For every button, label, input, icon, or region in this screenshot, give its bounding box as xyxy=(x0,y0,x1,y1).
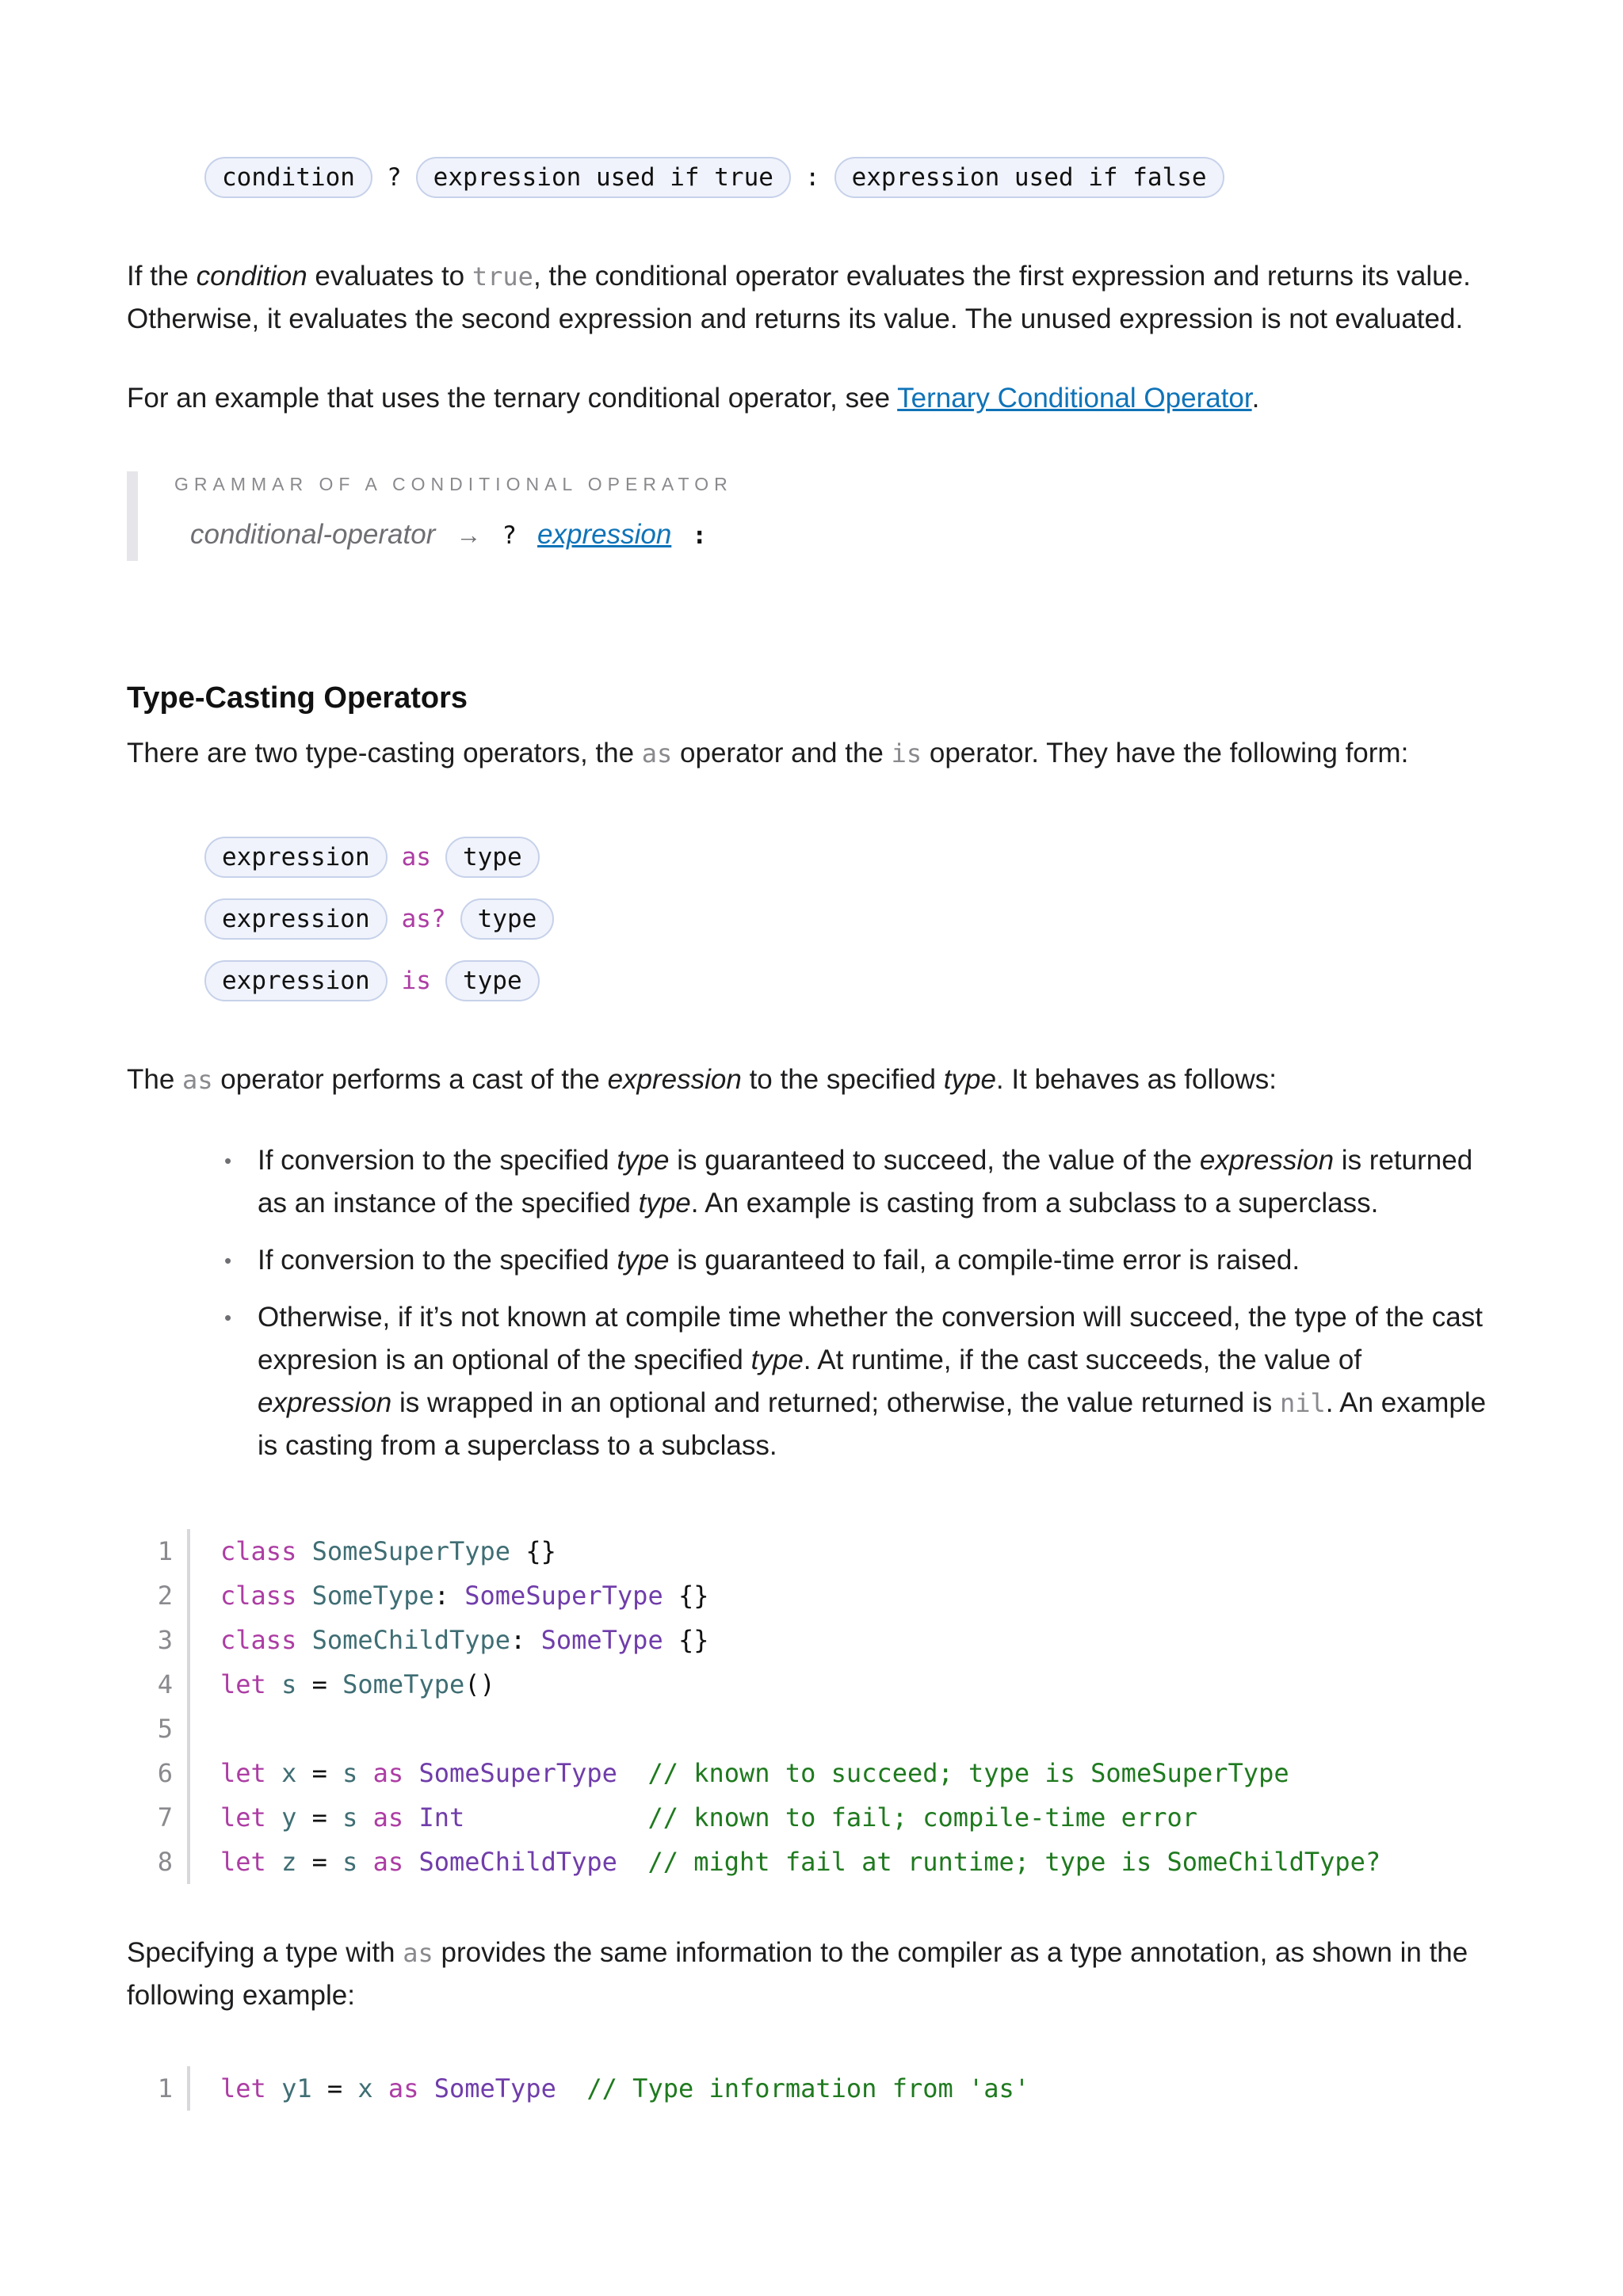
code-is: is xyxy=(891,738,922,769)
text: Specifying a type with xyxy=(127,1937,403,1968)
keyword: as xyxy=(372,1847,404,1877)
type-name: SomeType xyxy=(311,1581,434,1611)
syntax-false-expression: expression used if false xyxy=(834,157,1224,198)
code-as: as xyxy=(182,1065,213,1095)
text: For an example that uses the ternary conditional operator, see xyxy=(127,383,898,414)
code-line xyxy=(109,1529,1381,1573)
form-type: type xyxy=(445,960,540,1001)
text: provides the same information to the compiler as a type annotation, as shown in the following example: xyxy=(127,1937,1468,2011)
paragraph-example-link xyxy=(127,377,1506,420)
line-number: 3 xyxy=(157,1625,173,1655)
gutter xyxy=(187,2066,190,2111)
behavior-list xyxy=(224,1139,1502,1482)
form-operator: is xyxy=(401,967,431,995)
cast-form-as-optional xyxy=(204,897,554,941)
grammar-bar xyxy=(127,471,138,561)
variable: y1 xyxy=(281,2073,312,2103)
term-expression: expression xyxy=(258,1387,392,1418)
syntax-condition: condition xyxy=(204,157,372,198)
variable: s xyxy=(342,1758,358,1788)
grammar-rule xyxy=(190,519,707,551)
type-name: SomeChildType xyxy=(311,1625,511,1655)
code-true: true xyxy=(472,261,533,292)
arrow-icon: → xyxy=(456,521,482,549)
gutter xyxy=(187,1751,190,1795)
text: If conversion to the specified xyxy=(258,1145,617,1176)
gutter xyxy=(187,1795,190,1840)
text: operator performs a cast of the xyxy=(212,1064,608,1095)
text: is wrapped in an optional and returned; otherwise, the value returned is xyxy=(391,1387,1280,1418)
term-type: type xyxy=(750,1344,804,1375)
section-heading: Type-Casting Operators xyxy=(127,681,468,715)
code-text: = xyxy=(296,1847,343,1877)
code-text xyxy=(617,1840,648,1884)
keyword: class xyxy=(220,1581,297,1611)
keyword: let xyxy=(220,1847,266,1877)
variable: z xyxy=(281,1847,297,1877)
keyword: as xyxy=(372,1758,404,1788)
code-line xyxy=(109,1662,1381,1707)
type-ref: SomeChildType xyxy=(418,1847,617,1877)
text: is guaranteed to fail, a compile-time error is raised. xyxy=(669,1245,1300,1276)
text: . It behaves as follows: xyxy=(995,1064,1277,1095)
text: operator and the xyxy=(672,738,892,769)
syntax-question: ? xyxy=(386,163,402,192)
form-expression: expression xyxy=(204,960,388,1001)
text: , the conditional operator evaluates the first expression and returns its value. Otherwise, it evaluates the second expression and returns its value. The unused expression is not evaluated. xyxy=(127,261,1471,334)
type-ref: SomeType xyxy=(433,2073,556,2103)
grammar-question: ? xyxy=(502,521,517,550)
code-text: {} xyxy=(663,1581,709,1611)
term-type: type xyxy=(943,1064,996,1095)
text: is guaranteed to succeed, the value of the xyxy=(669,1145,1200,1176)
variable: y xyxy=(281,1802,297,1833)
variable: x xyxy=(357,2073,373,2103)
code-as: as xyxy=(641,738,673,769)
code-line xyxy=(109,1751,1381,1795)
code-line xyxy=(109,1795,1381,1840)
comment: // might fail at runtime; type is SomeChildType? xyxy=(647,1847,1381,1877)
code-text: () xyxy=(464,1669,495,1699)
variable: s xyxy=(342,1802,358,1833)
gutter xyxy=(187,1573,190,1618)
list-item xyxy=(224,1296,1502,1467)
line-number: 8 xyxy=(157,1847,173,1877)
paragraph-intro xyxy=(127,732,1522,775)
code-block-annotation xyxy=(109,2066,1029,2111)
code-text xyxy=(464,1795,647,1840)
ternary-syntax xyxy=(204,155,1224,200)
grammar-expression-link[interactable]: expression xyxy=(537,519,672,550)
cast-form-as xyxy=(204,835,554,879)
text: is returned as an instance of the specified xyxy=(258,1145,1473,1219)
keyword: let xyxy=(220,1802,266,1833)
list-item xyxy=(224,1239,1502,1282)
line-number: 1 xyxy=(157,1536,173,1566)
line-number: 7 xyxy=(157,1802,173,1833)
keyword: class xyxy=(220,1536,297,1566)
term-condition: condition xyxy=(196,261,307,292)
list-item xyxy=(224,1139,1502,1225)
variable: s xyxy=(342,1847,358,1877)
code-nil: nil xyxy=(1279,1388,1326,1418)
form-expression: expression xyxy=(204,898,388,940)
comment: // Type information from 'as' xyxy=(586,2073,1030,2103)
type-ref: SomeType xyxy=(342,1669,465,1699)
term-expression: expression xyxy=(607,1064,742,1095)
code-line xyxy=(109,1707,1381,1751)
code-text: {} xyxy=(510,1536,556,1566)
code-line xyxy=(109,2066,1029,2111)
text: . xyxy=(1251,383,1260,414)
paragraph-as-behavior xyxy=(127,1058,1522,1101)
code-text: = xyxy=(296,1669,343,1699)
keyword: let xyxy=(220,1669,266,1699)
term-type: type xyxy=(617,1245,670,1276)
form-expression: expression xyxy=(204,837,388,878)
keyword: let xyxy=(220,2073,266,2103)
code-text: = xyxy=(296,1802,343,1833)
keyword: let xyxy=(220,1758,266,1788)
line-number: 1 xyxy=(157,2073,173,2103)
code-line xyxy=(109,1573,1381,1618)
gutter xyxy=(187,1529,190,1573)
paragraph-condition xyxy=(127,255,1506,341)
comment: // known to succeed; type is SomeSuperType xyxy=(647,1758,1289,1788)
code-text xyxy=(617,1751,648,1795)
ternary-operator-link[interactable]: Ternary Conditional Operator xyxy=(897,383,1252,414)
code-text xyxy=(556,2066,587,2111)
syntax-true-expression: expression used if true xyxy=(416,157,791,198)
type-ref: Int xyxy=(418,1802,465,1833)
cast-forms xyxy=(204,835,554,1003)
keyword: as xyxy=(372,1802,404,1833)
gutter xyxy=(187,1840,190,1884)
code-text: = xyxy=(311,2073,358,2103)
code-text: : xyxy=(510,1625,541,1655)
text: If conversion to the specified xyxy=(258,1245,617,1276)
form-operator: as? xyxy=(401,905,446,933)
term-type: type xyxy=(638,1188,691,1219)
line-number: 2 xyxy=(157,1581,173,1611)
text: Otherwise, if it’s not known at compile time whether the conversion will succeed, the type of the cast expresion is an optional of the specified xyxy=(258,1302,1483,1375)
paragraph-type-annotation xyxy=(127,1932,1522,2017)
variable: s xyxy=(281,1669,297,1699)
form-type: type xyxy=(445,837,540,878)
text: evaluates to xyxy=(307,261,472,292)
type-ref: SomeSuperType xyxy=(418,1758,617,1788)
comment: // known to fail; compile-time error xyxy=(647,1802,1197,1833)
grammar-title: GRAMMAR OF A CONDITIONAL OPERATOR xyxy=(174,474,733,494)
form-operator: as xyxy=(401,843,431,871)
text: . At runtime, if the cast succeeds, the value of xyxy=(803,1344,1362,1375)
gutter xyxy=(187,1662,190,1707)
type-ref: SomeSuperType xyxy=(464,1581,663,1611)
line-number: 4 xyxy=(157,1669,173,1699)
keyword: as xyxy=(388,2073,419,2103)
keyword: class xyxy=(220,1625,297,1655)
code-text: = xyxy=(296,1758,343,1788)
variable: x xyxy=(281,1758,297,1788)
line-number: 6 xyxy=(157,1758,173,1788)
grammar-colon: : xyxy=(692,521,707,550)
code-block-casting xyxy=(109,1529,1381,1884)
grammar-rule-name: conditional-operator xyxy=(190,519,436,550)
term-type: type xyxy=(617,1145,670,1176)
type-name: SomeSuperType xyxy=(311,1536,511,1566)
code-as: as xyxy=(403,1938,433,1968)
cast-form-is xyxy=(204,959,554,1003)
code-line xyxy=(109,1840,1381,1884)
text: If the xyxy=(127,261,197,292)
text: . An example is casting from a superclass to a subclass. xyxy=(258,1387,1487,1461)
code-text: {} xyxy=(663,1625,709,1655)
code-line xyxy=(109,1618,1381,1662)
term-expression: expression xyxy=(1199,1145,1335,1176)
syntax-colon: : xyxy=(804,163,820,192)
text: The xyxy=(127,1064,183,1095)
text: There are two type-casting operators, the xyxy=(127,738,642,769)
text: operator. They have the following form: xyxy=(922,738,1409,769)
gutter xyxy=(187,1707,190,1751)
text: . An example is casting from a subclass to a superclass. xyxy=(690,1188,1379,1219)
line-number: 5 xyxy=(157,1714,173,1744)
gutter xyxy=(187,1618,190,1662)
type-ref: SomeType xyxy=(540,1625,663,1655)
form-type: type xyxy=(460,898,555,940)
text: to the specified xyxy=(741,1064,944,1095)
code-text: : xyxy=(433,1581,465,1611)
